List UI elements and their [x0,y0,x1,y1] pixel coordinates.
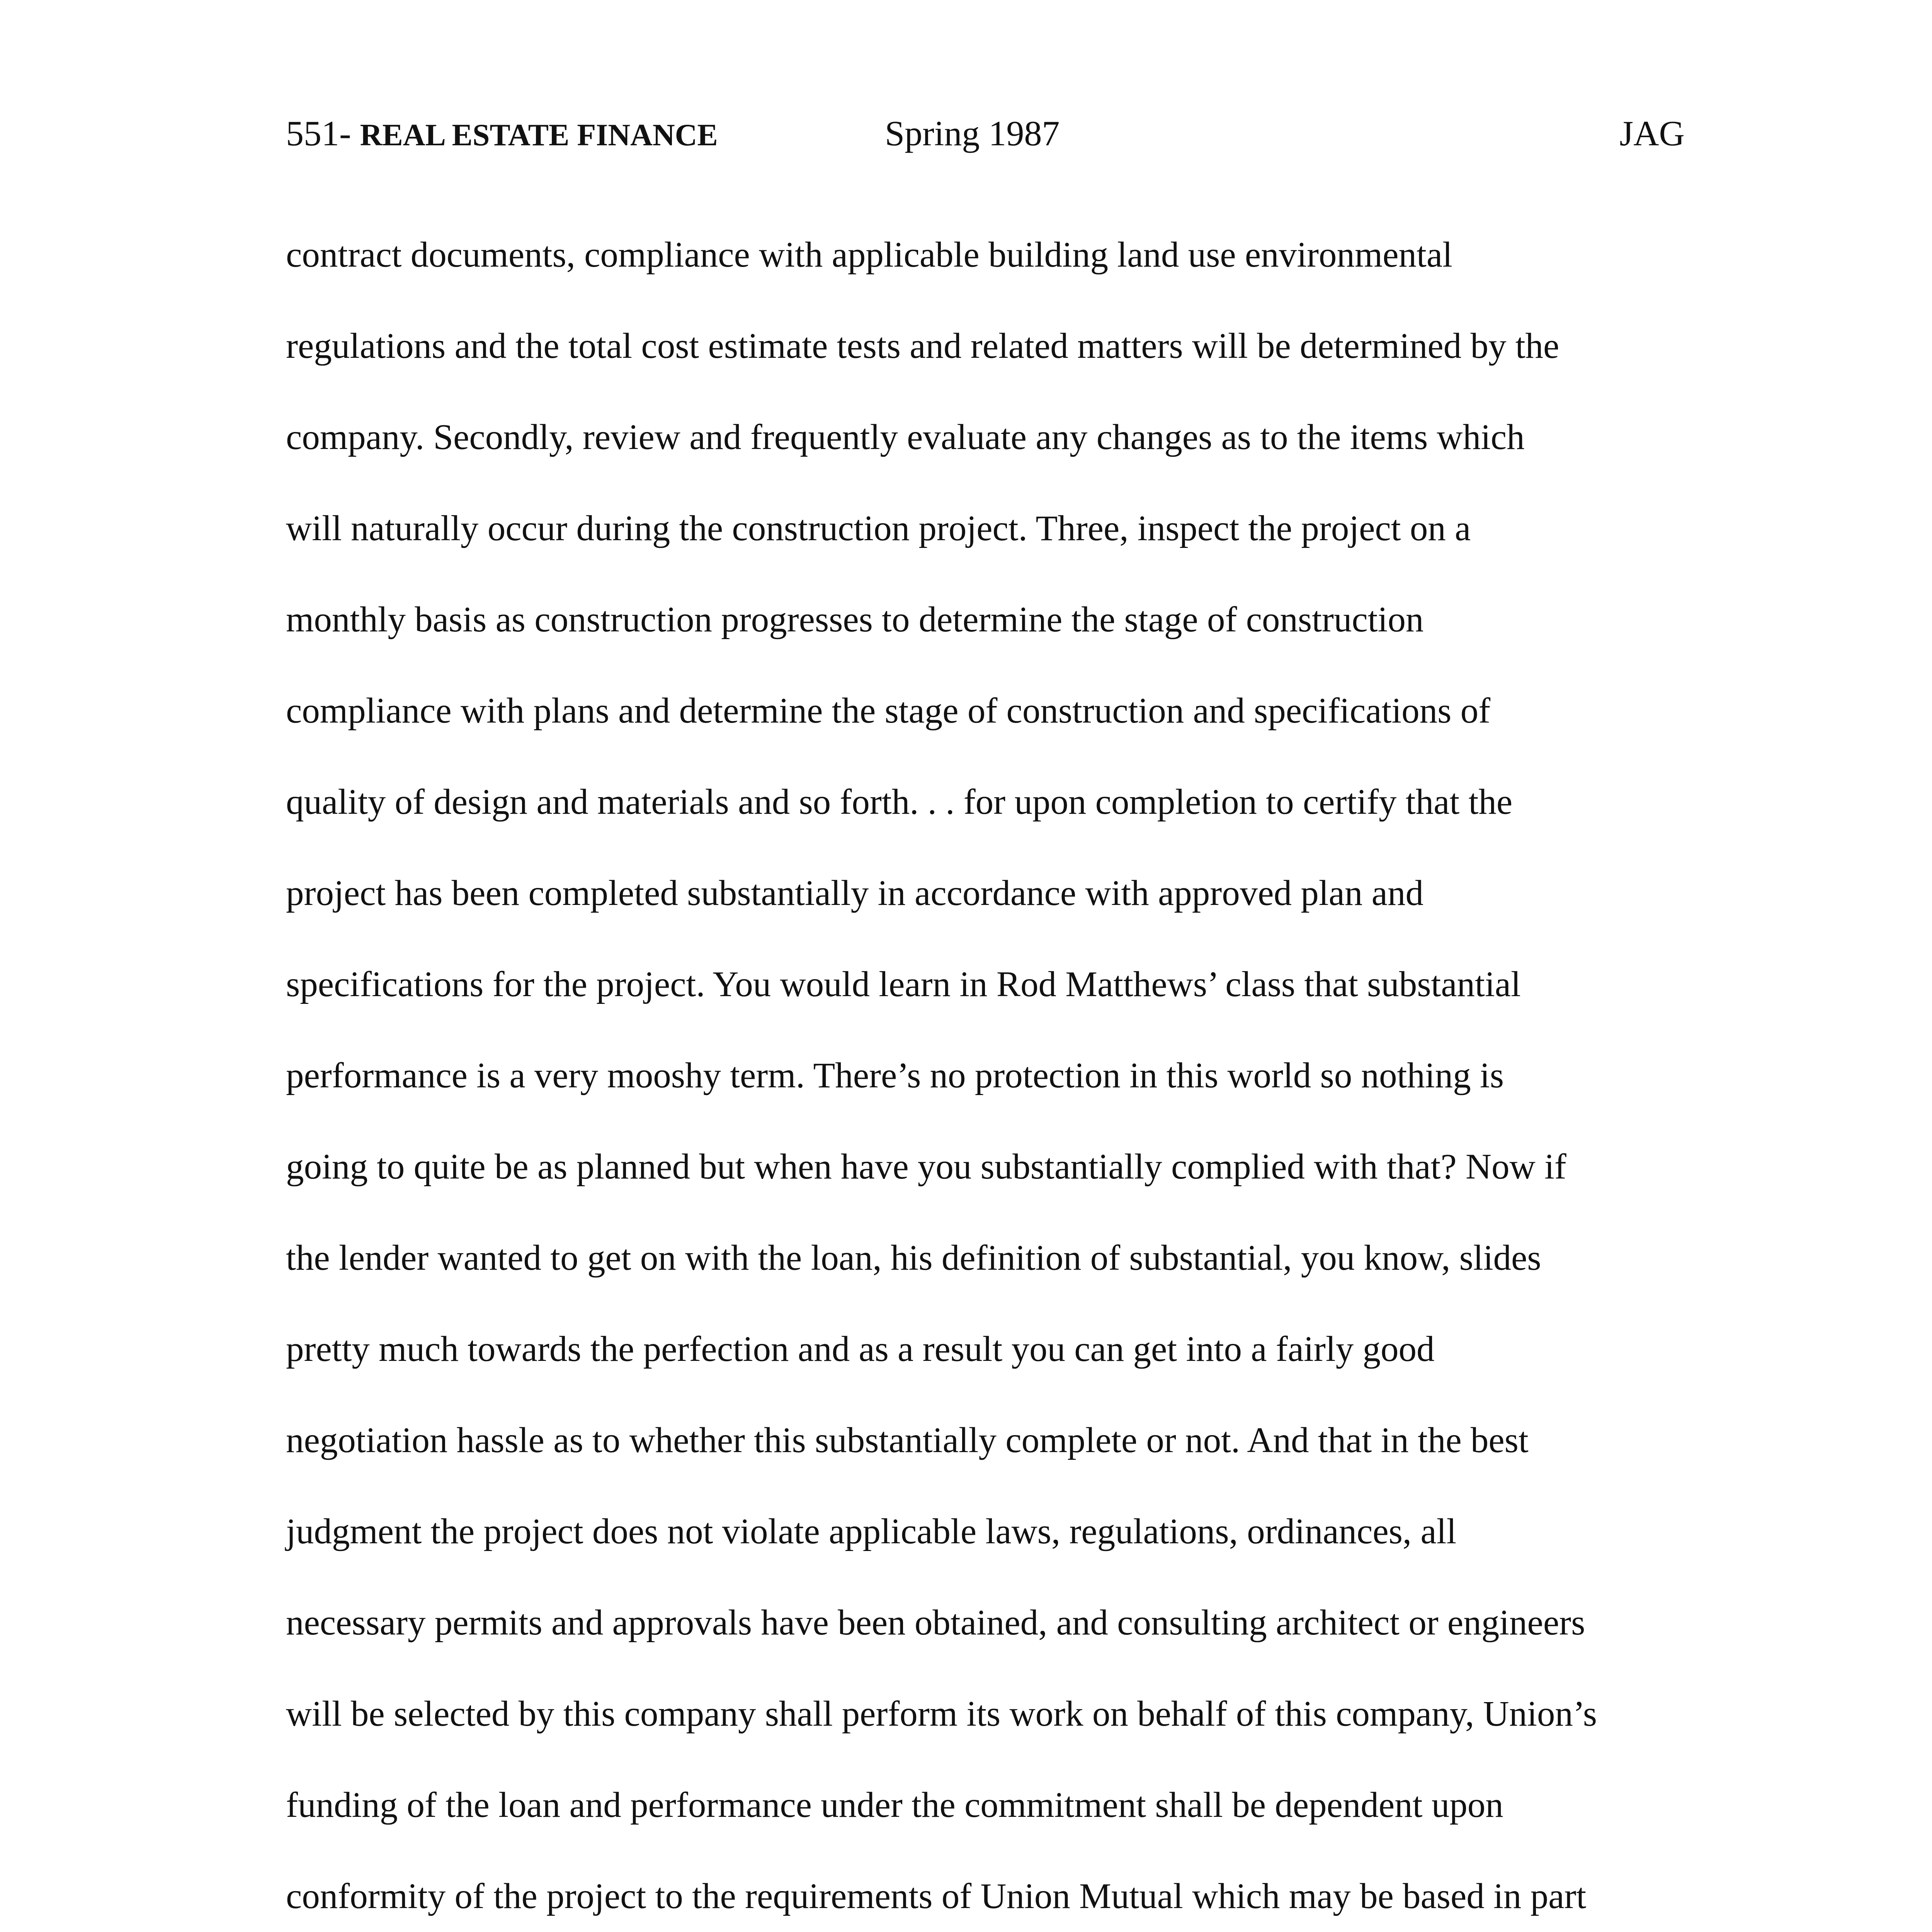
text-line: regulations and the total cost estimate tests and related matters will be determined by the [286,326,1560,366]
course-title: REAL ESTATE FINANCE [360,118,718,152]
author-initials: JAG [1619,114,1685,153]
course-number: 551- [286,114,351,153]
text-line: pretty much towards the perfection and as a result you can get into a fairly good [286,1329,1435,1369]
text-line: judgment the project does not violate applicable laws, regulations, ordinances, all [286,1512,1457,1551]
text-line: negotiation hassle as to whether this substantially complete or not. And that in the best [286,1420,1529,1460]
text-line: compliance with plans and determine the stage of construction and specifications of [286,691,1491,731]
page-header [286,110,1685,156]
text-line: company. Secondly, review and frequently evaluate any changes as to the items which [286,417,1525,457]
text-line: the lender wanted to get on with the loan, his definition of substantial, you know, slides [286,1238,1541,1278]
transcript-body [286,228,1685,1932]
text-line: project has been completed substantially in accordance with approved plan and [286,873,1423,913]
text-line: contract documents, compliance with applicable building land use environmental [286,235,1453,275]
text-line: conformity of the project to the requirements of Union Mutual which may be based in part [286,1876,1587,1916]
text-line: going to quite be as planned but when have you substantially complied with that? Now if [286,1147,1566,1187]
text-line: funding of the loan and performance under the commitment shall be dependent upon [286,1785,1503,1825]
text-line: monthly basis as construction progresses to determine the stage of construction [286,600,1424,639]
course-label [286,110,718,158]
text-line: will be selected by this company shall perform its work on behalf of this company, Union’s [286,1694,1597,1734]
text-line: quality of design and materials and so forth. . . for upon completion to certify that the [286,782,1513,822]
text-line: necessary permits and approvals have been obtained, and consulting architect or engineers [286,1603,1585,1643]
text-line: will naturally occur during the construction project. Three, inspect the project on a [286,509,1471,548]
term-label: Spring 1987 [885,114,1060,153]
text-line: performance is a very mooshy term. There’s no protection in this world so nothing is [286,1056,1504,1095]
text-line: specifications for the project. You would learn in Rod Matthews’ class that substantial [286,964,1521,1004]
